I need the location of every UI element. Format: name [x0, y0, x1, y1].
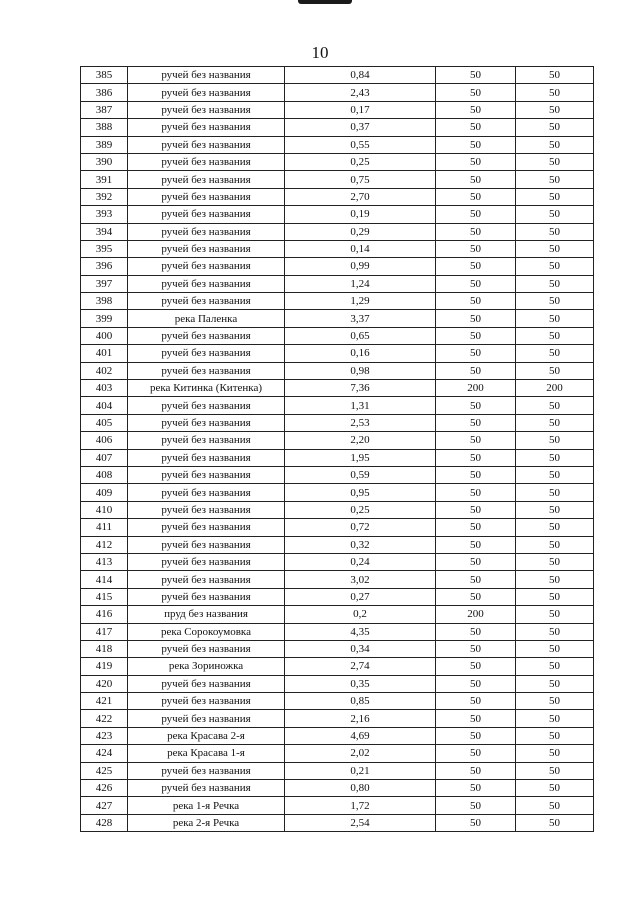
water-body-name-cell: ручей без названия	[128, 762, 285, 779]
length-cell: 1,31	[285, 397, 436, 414]
zone-width-cell: 50	[436, 536, 516, 553]
zone-width-cell: 50	[436, 640, 516, 657]
row-number-cell: 403	[81, 380, 128, 397]
length-cell: 0,72	[285, 519, 436, 536]
zone-width-cell: 200	[436, 380, 516, 397]
zone-width-cell: 50	[436, 67, 516, 84]
protective-strip-cell: 50	[516, 571, 594, 588]
table-row	[81, 640, 594, 657]
zone-width-cell: 50	[436, 362, 516, 379]
zone-width-cell: 200	[436, 606, 516, 623]
water-body-name-cell: ручей без названия	[128, 710, 285, 727]
water-body-name-cell: ручей без названия	[128, 275, 285, 292]
protective-strip-cell: 200	[516, 380, 594, 397]
table-row	[81, 240, 594, 257]
row-number-cell: 414	[81, 571, 128, 588]
protective-strip-cell: 50	[516, 519, 594, 536]
protective-strip-cell: 50	[516, 814, 594, 831]
table-row	[81, 362, 594, 379]
protective-strip-cell: 50	[516, 623, 594, 640]
row-number-cell: 405	[81, 414, 128, 431]
zone-width-cell: 50	[436, 553, 516, 570]
zone-width-cell: 50	[436, 414, 516, 431]
table-row	[81, 380, 594, 397]
protective-strip-cell: 50	[516, 397, 594, 414]
length-cell: 0,99	[285, 258, 436, 275]
water-body-name-cell: ручей без названия	[128, 519, 285, 536]
row-number-cell: 427	[81, 797, 128, 814]
row-number-cell: 386	[81, 84, 128, 101]
row-number-cell: 400	[81, 327, 128, 344]
row-number-cell: 402	[81, 362, 128, 379]
row-number-cell: 397	[81, 275, 128, 292]
protective-strip-cell: 50	[516, 206, 594, 223]
row-number-cell: 416	[81, 606, 128, 623]
water-body-name-cell: ручей без названия	[128, 501, 285, 518]
protective-strip-cell: 50	[516, 484, 594, 501]
row-number-cell: 389	[81, 136, 128, 153]
table-row	[81, 206, 594, 223]
length-cell: 0,85	[285, 693, 436, 710]
water-body-name-cell: ручей без названия	[128, 484, 285, 501]
table-row	[81, 797, 594, 814]
row-number-cell: 417	[81, 623, 128, 640]
row-number-cell: 410	[81, 501, 128, 518]
table-row	[81, 432, 594, 449]
zone-width-cell: 50	[436, 588, 516, 605]
protective-strip-cell: 50	[516, 293, 594, 310]
row-number-cell: 428	[81, 814, 128, 831]
zone-width-cell: 50	[436, 293, 516, 310]
water-body-name-cell: ручей без названия	[128, 449, 285, 466]
protective-strip-cell: 50	[516, 536, 594, 553]
zone-width-cell: 50	[436, 727, 516, 744]
length-cell: 1,24	[285, 275, 436, 292]
protective-strip-cell: 50	[516, 762, 594, 779]
zone-width-cell: 50	[436, 762, 516, 779]
length-cell: 0,32	[285, 536, 436, 553]
protective-strip-cell: 50	[516, 223, 594, 240]
protective-strip-cell: 50	[516, 310, 594, 327]
water-body-name-cell: ручей без названия	[128, 362, 285, 379]
water-body-name-cell: ручей без названия	[128, 640, 285, 657]
scan-artifact-mark	[298, 0, 352, 4]
row-number-cell: 424	[81, 745, 128, 762]
water-body-name-cell: река Красава 2-я	[128, 727, 285, 744]
row-number-cell: 426	[81, 780, 128, 797]
length-cell: 0,2	[285, 606, 436, 623]
zone-width-cell: 50	[436, 658, 516, 675]
water-body-name-cell: ручей без названия	[128, 136, 285, 153]
water-body-name-cell: ручей без названия	[128, 345, 285, 362]
zone-width-cell: 50	[436, 119, 516, 136]
length-cell: 2,53	[285, 414, 436, 431]
table-row	[81, 327, 594, 344]
water-body-name-cell: ручей без названия	[128, 67, 285, 84]
protective-strip-cell: 50	[516, 727, 594, 744]
table-row	[81, 571, 594, 588]
row-number-cell: 392	[81, 188, 128, 205]
zone-width-cell: 50	[436, 153, 516, 170]
protective-strip-cell: 50	[516, 640, 594, 657]
protective-strip-cell: 50	[516, 797, 594, 814]
protective-strip-cell: 50	[516, 553, 594, 570]
length-cell: 0,80	[285, 780, 436, 797]
length-cell: 0,95	[285, 484, 436, 501]
table-row	[81, 658, 594, 675]
length-cell: 0,37	[285, 119, 436, 136]
row-number-cell: 420	[81, 675, 128, 692]
row-number-cell: 396	[81, 258, 128, 275]
row-number-cell: 411	[81, 519, 128, 536]
table-row	[81, 310, 594, 327]
length-cell: 2,20	[285, 432, 436, 449]
table-row	[81, 762, 594, 779]
table-row	[81, 710, 594, 727]
length-cell: 0,16	[285, 345, 436, 362]
table-row	[81, 519, 594, 536]
zone-width-cell: 50	[436, 797, 516, 814]
row-number-cell: 413	[81, 553, 128, 570]
table-row	[81, 623, 594, 640]
protective-strip-cell: 50	[516, 675, 594, 692]
length-cell: 4,35	[285, 623, 436, 640]
zone-width-cell: 50	[436, 501, 516, 518]
table-row	[81, 675, 594, 692]
row-number-cell: 406	[81, 432, 128, 449]
length-cell: 3,37	[285, 310, 436, 327]
row-number-cell: 404	[81, 397, 128, 414]
table-row	[81, 484, 594, 501]
table-row	[81, 606, 594, 623]
protective-strip-cell: 50	[516, 780, 594, 797]
water-body-name-cell: река Сорокоумовка	[128, 623, 285, 640]
zone-width-cell: 50	[436, 101, 516, 118]
water-body-name-cell: ручей без названия	[128, 258, 285, 275]
table-row	[81, 293, 594, 310]
row-number-cell: 422	[81, 710, 128, 727]
row-number-cell: 423	[81, 727, 128, 744]
zone-width-cell: 50	[436, 693, 516, 710]
row-number-cell: 421	[81, 693, 128, 710]
water-body-name-cell: ручей без названия	[128, 153, 285, 170]
zone-width-cell: 50	[436, 710, 516, 727]
length-cell: 0,75	[285, 171, 436, 188]
zone-width-cell: 50	[436, 275, 516, 292]
water-body-name-cell: ручей без названия	[128, 171, 285, 188]
water-body-name-cell: ручей без названия	[128, 780, 285, 797]
zone-width-cell: 50	[436, 397, 516, 414]
protective-strip-cell: 50	[516, 240, 594, 257]
zone-width-cell: 50	[436, 623, 516, 640]
zone-width-cell: 50	[436, 484, 516, 501]
water-body-name-cell: река 1-я Речка	[128, 797, 285, 814]
zone-width-cell: 50	[436, 84, 516, 101]
protective-strip-cell: 50	[516, 67, 594, 84]
water-body-name-cell: река Паленка	[128, 310, 285, 327]
water-body-name-cell: ручей без названия	[128, 675, 285, 692]
length-cell: 0,25	[285, 153, 436, 170]
row-number-cell: 395	[81, 240, 128, 257]
protective-strip-cell: 50	[516, 466, 594, 483]
table-row	[81, 345, 594, 362]
table-row	[81, 223, 594, 240]
protective-strip-cell: 50	[516, 432, 594, 449]
zone-width-cell: 50	[436, 188, 516, 205]
row-number-cell: 425	[81, 762, 128, 779]
zone-width-cell: 50	[436, 675, 516, 692]
length-cell: 4,69	[285, 727, 436, 744]
table-row	[81, 501, 594, 518]
zone-width-cell: 50	[436, 206, 516, 223]
row-number-cell: 388	[81, 119, 128, 136]
length-cell: 0,59	[285, 466, 436, 483]
table-row	[81, 553, 594, 570]
table-row	[81, 414, 594, 431]
protective-strip-cell: 50	[516, 171, 594, 188]
length-cell: 0,21	[285, 762, 436, 779]
protective-strip-cell: 50	[516, 101, 594, 118]
protective-strip-cell: 50	[516, 658, 594, 675]
length-cell: 0,98	[285, 362, 436, 379]
table-row	[81, 153, 594, 170]
length-cell: 0,14	[285, 240, 436, 257]
water-body-name-cell: ручей без названия	[128, 397, 285, 414]
water-body-name-cell: ручей без названия	[128, 327, 285, 344]
table-row	[81, 536, 594, 553]
length-cell: 0,55	[285, 136, 436, 153]
protective-strip-cell: 50	[516, 606, 594, 623]
length-cell: 0,17	[285, 101, 436, 118]
length-cell: 0,24	[285, 553, 436, 570]
table-row	[81, 814, 594, 831]
zone-width-cell: 50	[436, 432, 516, 449]
zone-width-cell: 50	[436, 466, 516, 483]
protective-strip-cell: 50	[516, 693, 594, 710]
table-row	[81, 693, 594, 710]
water-body-name-cell: ручей без названия	[128, 588, 285, 605]
protective-strip-cell: 50	[516, 327, 594, 344]
protective-strip-cell: 50	[516, 136, 594, 153]
water-body-name-cell: река Красава 1-я	[128, 745, 285, 762]
table-row	[81, 67, 594, 84]
protective-strip-cell: 50	[516, 710, 594, 727]
zone-width-cell: 50	[436, 240, 516, 257]
water-body-name-cell: река Зориножка	[128, 658, 285, 675]
row-number-cell: 412	[81, 536, 128, 553]
table-row	[81, 188, 594, 205]
water-body-name-cell: ручей без названия	[128, 101, 285, 118]
row-number-cell: 401	[81, 345, 128, 362]
table-row	[81, 397, 594, 414]
water-body-name-cell: ручей без названия	[128, 466, 285, 483]
table-row	[81, 258, 594, 275]
length-cell: 2,16	[285, 710, 436, 727]
length-cell: 0,27	[285, 588, 436, 605]
row-number-cell: 399	[81, 310, 128, 327]
row-number-cell: 419	[81, 658, 128, 675]
protective-strip-cell: 50	[516, 188, 594, 205]
table-body	[81, 67, 594, 832]
table-row	[81, 101, 594, 118]
zone-width-cell: 50	[436, 223, 516, 240]
zone-width-cell: 50	[436, 745, 516, 762]
zone-width-cell: 50	[436, 136, 516, 153]
water-body-name-cell: ручей без названия	[128, 188, 285, 205]
table-row	[81, 588, 594, 605]
water-body-name-cell: река Китинка (Китенка)	[128, 380, 285, 397]
length-cell: 0,19	[285, 206, 436, 223]
zone-width-cell: 50	[436, 519, 516, 536]
table-row	[81, 727, 594, 744]
water-body-name-cell: ручей без названия	[128, 432, 285, 449]
table-row	[81, 275, 594, 292]
water-body-name-cell: ручей без названия	[128, 293, 285, 310]
length-cell: 2,43	[285, 84, 436, 101]
water-body-name-cell: ручей без названия	[128, 693, 285, 710]
zone-width-cell: 50	[436, 327, 516, 344]
length-cell: 0,34	[285, 640, 436, 657]
protective-strip-cell: 50	[516, 153, 594, 170]
length-cell: 0,29	[285, 223, 436, 240]
length-cell: 1,72	[285, 797, 436, 814]
protective-strip-cell: 50	[516, 745, 594, 762]
length-cell: 2,54	[285, 814, 436, 831]
zone-width-cell: 50	[436, 258, 516, 275]
protective-strip-cell: 50	[516, 501, 594, 518]
zone-width-cell: 50	[436, 449, 516, 466]
water-body-name-cell: ручей без названия	[128, 223, 285, 240]
zone-width-cell: 50	[436, 310, 516, 327]
table-row	[81, 745, 594, 762]
table-row	[81, 466, 594, 483]
table-row	[81, 449, 594, 466]
row-number-cell: 390	[81, 153, 128, 170]
table-row	[81, 119, 594, 136]
row-number-cell: 394	[81, 223, 128, 240]
protective-strip-cell: 50	[516, 275, 594, 292]
length-cell: 0,84	[285, 67, 436, 84]
row-number-cell: 393	[81, 206, 128, 223]
protective-strip-cell: 50	[516, 414, 594, 431]
row-number-cell: 385	[81, 67, 128, 84]
length-cell: 0,25	[285, 501, 436, 518]
row-number-cell: 387	[81, 101, 128, 118]
water-body-name-cell: пруд без названия	[128, 606, 285, 623]
length-cell: 3,02	[285, 571, 436, 588]
length-cell: 2,74	[285, 658, 436, 675]
row-number-cell: 398	[81, 293, 128, 310]
zone-width-cell: 50	[436, 571, 516, 588]
water-body-name-cell: ручей без названия	[128, 571, 285, 588]
page-number: 10	[311, 43, 329, 62]
length-cell: 2,70	[285, 188, 436, 205]
zone-width-cell: 50	[436, 171, 516, 188]
water-body-name-cell: ручей без названия	[128, 84, 285, 101]
row-number-cell: 409	[81, 484, 128, 501]
water-body-name-cell: ручей без названия	[128, 414, 285, 431]
water-body-name-cell: река 2-я Речка	[128, 814, 285, 831]
zone-width-cell: 50	[436, 814, 516, 831]
row-number-cell: 408	[81, 466, 128, 483]
length-cell: 0,35	[285, 675, 436, 692]
row-number-cell: 407	[81, 449, 128, 466]
water-bodies-table	[80, 66, 594, 832]
water-body-name-cell: ручей без названия	[128, 119, 285, 136]
row-number-cell: 415	[81, 588, 128, 605]
protective-strip-cell: 50	[516, 362, 594, 379]
length-cell: 0,65	[285, 327, 436, 344]
table-row	[81, 780, 594, 797]
water-body-name-cell: ручей без названия	[128, 206, 285, 223]
row-number-cell: 391	[81, 171, 128, 188]
protective-strip-cell: 50	[516, 449, 594, 466]
zone-width-cell: 50	[436, 345, 516, 362]
protective-strip-cell: 50	[516, 119, 594, 136]
length-cell: 2,02	[285, 745, 436, 762]
table-row	[81, 136, 594, 153]
row-number-cell: 418	[81, 640, 128, 657]
length-cell: 1,95	[285, 449, 436, 466]
protective-strip-cell: 50	[516, 84, 594, 101]
zone-width-cell: 50	[436, 780, 516, 797]
water-body-name-cell: ручей без названия	[128, 553, 285, 570]
water-body-name-cell: ручей без названия	[128, 536, 285, 553]
length-cell: 1,29	[285, 293, 436, 310]
protective-strip-cell: 50	[516, 258, 594, 275]
water-body-name-cell: ручей без названия	[128, 240, 285, 257]
length-cell: 7,36	[285, 380, 436, 397]
table-row	[81, 171, 594, 188]
table-row	[81, 84, 594, 101]
protective-strip-cell: 50	[516, 345, 594, 362]
protective-strip-cell: 50	[516, 588, 594, 605]
